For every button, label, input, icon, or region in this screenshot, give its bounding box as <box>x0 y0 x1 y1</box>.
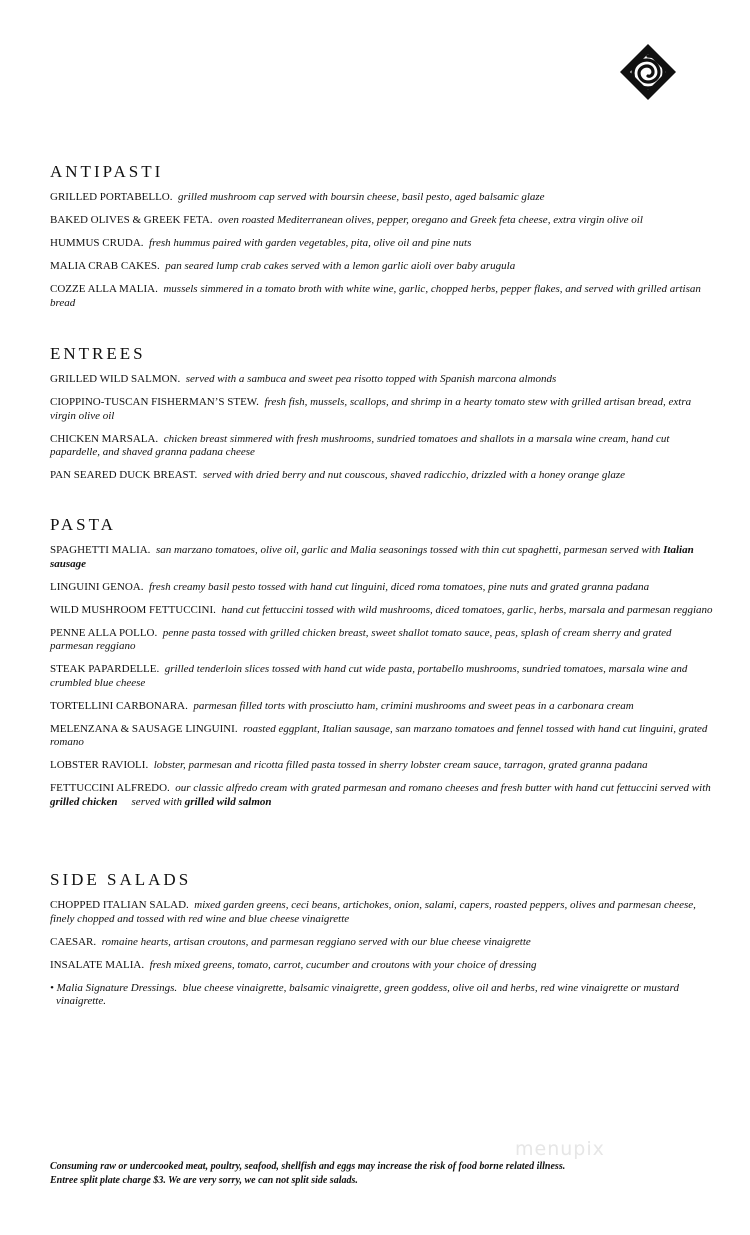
menu-item: CAESAR. romaine hearts, artisan croutons, and parmesan reggiano served with our blue cheese vinaigrette <box>50 935 531 948</box>
menupix-watermark: menupix <box>515 1138 605 1160</box>
menu-item: INSALATE MALIA. fresh mixed greens, tomato, carrot, cucumber and croutons with your choice of dressing <box>50 958 537 971</box>
menu-item: TORTELLINI CARBONARA. parmesan filled torts with prosciutto ham, crimini mushrooms and sweet peas in a carbonara cream <box>50 699 634 712</box>
menu-item: COZZE ALLA MALIA. mussels simmered in a tomato broth with white wine, garlic, chopped herbs, pepper flakes, and served with grilled artisan bread <box>50 283 701 309</box>
menu-item: PENNE ALLA POLLO. penne pasta tossed with grilled chicken breast, sweet shallot tomato sauce, peas, splash of cream sherry and grated parmesan reggiano <box>50 626 672 652</box>
menu-item: LINGUINI GENOA. fresh creamy basil pesto tossed with hand cut linguini, diced roma tomatoes, pine nuts and grated granna padana <box>50 580 650 593</box>
footer-line: Entree split plate charge $3. We are very sorry, we can not split side salads. <box>50 1175 358 1186</box>
menu-item: PAN SEARED DUCK BREAST. served with dried berry and nut couscous, shaved radicchio, drizzled with a honey orange glaze <box>50 469 626 481</box>
menu-item: CHICKEN MARSALA. chicken breast simmered with fresh mushrooms, sundried tomatoes and shallots in a marsala wine cream, hand cut papardelle, and shaved granna padana cheese <box>50 432 670 458</box>
menu-item: BAKED OLIVES & GREEK FETA. oven roasted Mediterranean olives, pepper, oregano and Greek feta cheese, extra virgin olive oil <box>50 214 643 226</box>
side-salads-section <box>50 870 715 1009</box>
dressings-note: • Malia Signature Dressings. blue cheese vinaigrette, balsamic vinaigrette, green goddess, olive oil and herbs, red wine vinaigrette or mustard vinaigrette. <box>50 981 680 1007</box>
menu-item: FETTUCCINI ALFREDO. our classic alfredo cream with grated parmesan and romano cheeses and fresh butter with hand cut fettuccini served with grilled chicken served with grilled wild salmon <box>50 782 711 808</box>
side-salads-title: SIDE SALADS <box>50 870 192 889</box>
entrees-title: ENTREES <box>50 344 146 363</box>
antipasti-title: ANTIPASTI <box>50 162 164 181</box>
menu-item: CIOPPINO-TUSCAN FISHERMAN’S STEW. fresh fish, mussels, scallops, and shrimp in a hearty tomato stew with grilled artisan bread, extra virgin olive oil <box>50 396 692 422</box>
menu-item: LOBSTER RAVIOLI. lobster, parmesan and ricotta filled pasta tossed in sherry lobster cream sauce, tarragon, grated granna padana <box>50 759 648 771</box>
menu-item: SPAGHETTI MALIA. san marzano tomatoes, olive oil, garlic and Malia seasonings tossed with thin cut spaghetti, parmesan served with Italian sausage <box>50 544 694 570</box>
footer-notice <box>50 1160 710 1188</box>
menu-item: CHOPPED ITALIAN SALAD. mixed garden greens, ceci beans, artichokes, onion, salami, capers, roasted peppers, olives and parmesan cheese, finely chopped and tossed with red wine and blue cheese vinaigrette <box>50 899 696 925</box>
antipasti-section <box>50 162 715 320</box>
footer-line: Consuming raw or undercooked meat, poultry, seafood, shellfish and eggs may increase the risk of food borne related illness. <box>50 1161 566 1172</box>
pasta-title: PASTA <box>50 515 116 534</box>
menu-item: MELENZANA & SAUSAGE LINGUINI. roasted eggplant, Italian sausage, san marzano tomatoes and fennel tossed with hand cut linguini, grated romano <box>50 722 708 748</box>
menu-item: WILD MUSHROOM FETTUCCINI. hand cut fettuccini tossed with wild mushrooms, diced tomatoes, garlic, herbs, marsala and parmesan reggiano <box>50 603 713 616</box>
menu-item: MALIA CRAB CAKES. pan seared lump crab cakes served with a lemon garlic aioli over baby arugula <box>50 260 516 272</box>
spiral-logo-icon <box>618 42 678 102</box>
pasta-section <box>50 515 715 819</box>
menu-item: STEAK PAPARDELLE. grilled tenderloin slices tossed with hand cut wide pasta, portabello mushrooms, sundried tomatoes, marsala wine and crumbled blue cheese <box>50 663 688 689</box>
menu-item: GRILLED PORTABELLO. grilled mushroom cap served with boursin cheese, basil pesto, aged balsamic glaze <box>50 191 545 203</box>
entrees-section <box>50 344 715 492</box>
menu-item: GRILLED WILD SALMON. served with a sambuca and sweet pea risotto topped with Spanish marcona almonds <box>50 373 557 385</box>
menu-item: HUMMUS CRUDA. fresh hummus paired with garden vegetables, pita, olive oil and pine nuts <box>50 237 472 249</box>
